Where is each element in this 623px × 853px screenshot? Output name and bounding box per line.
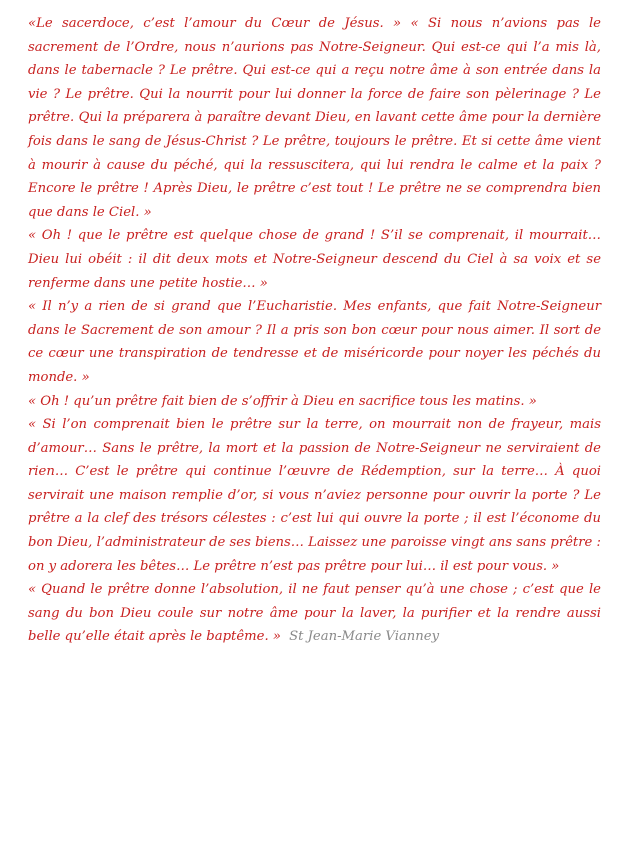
quote-paragraph-5: « Si l’on comprenait bien le prêtre sur la terre, on mourrait non de frayeur, mais d’amour… Sans le prêtre, la mort et la passion de Notre-Seigneur ne serviraient de rien… C’est le prêtre qui continue l’œuvre de Rédemption, sur la terre… À quoi servirait une maison remplie d’or, si vous n’aviez personne pour ouvrir la porte ? Le prêtre a la clef des trésors célestes : c’est lui qui ouvre la porte ; il est l’économe du bon Dieu, l’administrateur de ses biens… Laissez une paroisse vingt ans sans prêtre : on y adorera les bêtes… Le prêtre n’est pas prêtre pour lui… il est pour vous. » — [28, 417, 601, 574]
signature: St Jean-Marie Vianney — [289, 629, 440, 645]
signature-wrapper — [289, 629, 439, 644]
quote-paragraph-1: «Le sacerdoce, c’est l’amour du Cœur de Jésus. » « Si nous n’avions pas le sacrement de l’Ordre, nous n’aurions pas Notre-Seigneur. Qui est-ce qui l’a mis là, dans le tabernacle ? Le prêtre. Qui est-ce qui a reçu notre âme à son entrée dans la vie ? Le prêtre. Qui la nourrit pour lui donner la force de faire son pèlerinage ? Le prêtre. Qui la préparera à paraître devant Dieu, en lavant cette âme pour la dernière fois dans le sang de Jésus-Christ ? Le prêtre, toujours le prêtre. Et si cette âme vient à mourir à cause du péché, qui la ressuscitera, qui lui rendra le calme et la paix ? Encore le prêtre ! Après Dieu, le prêtre c’est tout ! Le prêtre ne se comprendra bien que dans le Ciel. » — [28, 16, 601, 220]
quote-paragraph-2: « Oh ! que le prêtre est quelque chose de grand ! S’il se comprenait, il mourrait… Dieu lui obéit : il dit deux mots et Notre-Seigneur descend du Ciel à sa voix et se renferme dans une petite hostie… » — [28, 228, 601, 291]
quote-paragraph-3: « Il n’y a rien de si grand que l’Eucharistie. Mes enfants, que fait Notre-Seigneur dans le Sacrement de son amour ? Il a pris son bon cœur pour nous aimer. Il sort de ce cœur une transpiration de tendresse et de miséricorde pour noyer les péchés du monde. » — [28, 299, 601, 385]
quote-paragraph-6-text: « Quand le prêtre donne l’absolution, il ne faut penser qu’à une chose ; c’est que le sang du bon Dieu coule sur notre âme pour la laver, la purifier et la rendre aussi belle qu’elle était après le baptême. » — [28, 582, 601, 645]
quote-paragraph-6 — [28, 578, 601, 649]
quote-paragraph-4: « Oh ! qu’un prêtre fait bien de s’offrir à Dieu en sacrifice tous les matins. » — [28, 393, 537, 409]
